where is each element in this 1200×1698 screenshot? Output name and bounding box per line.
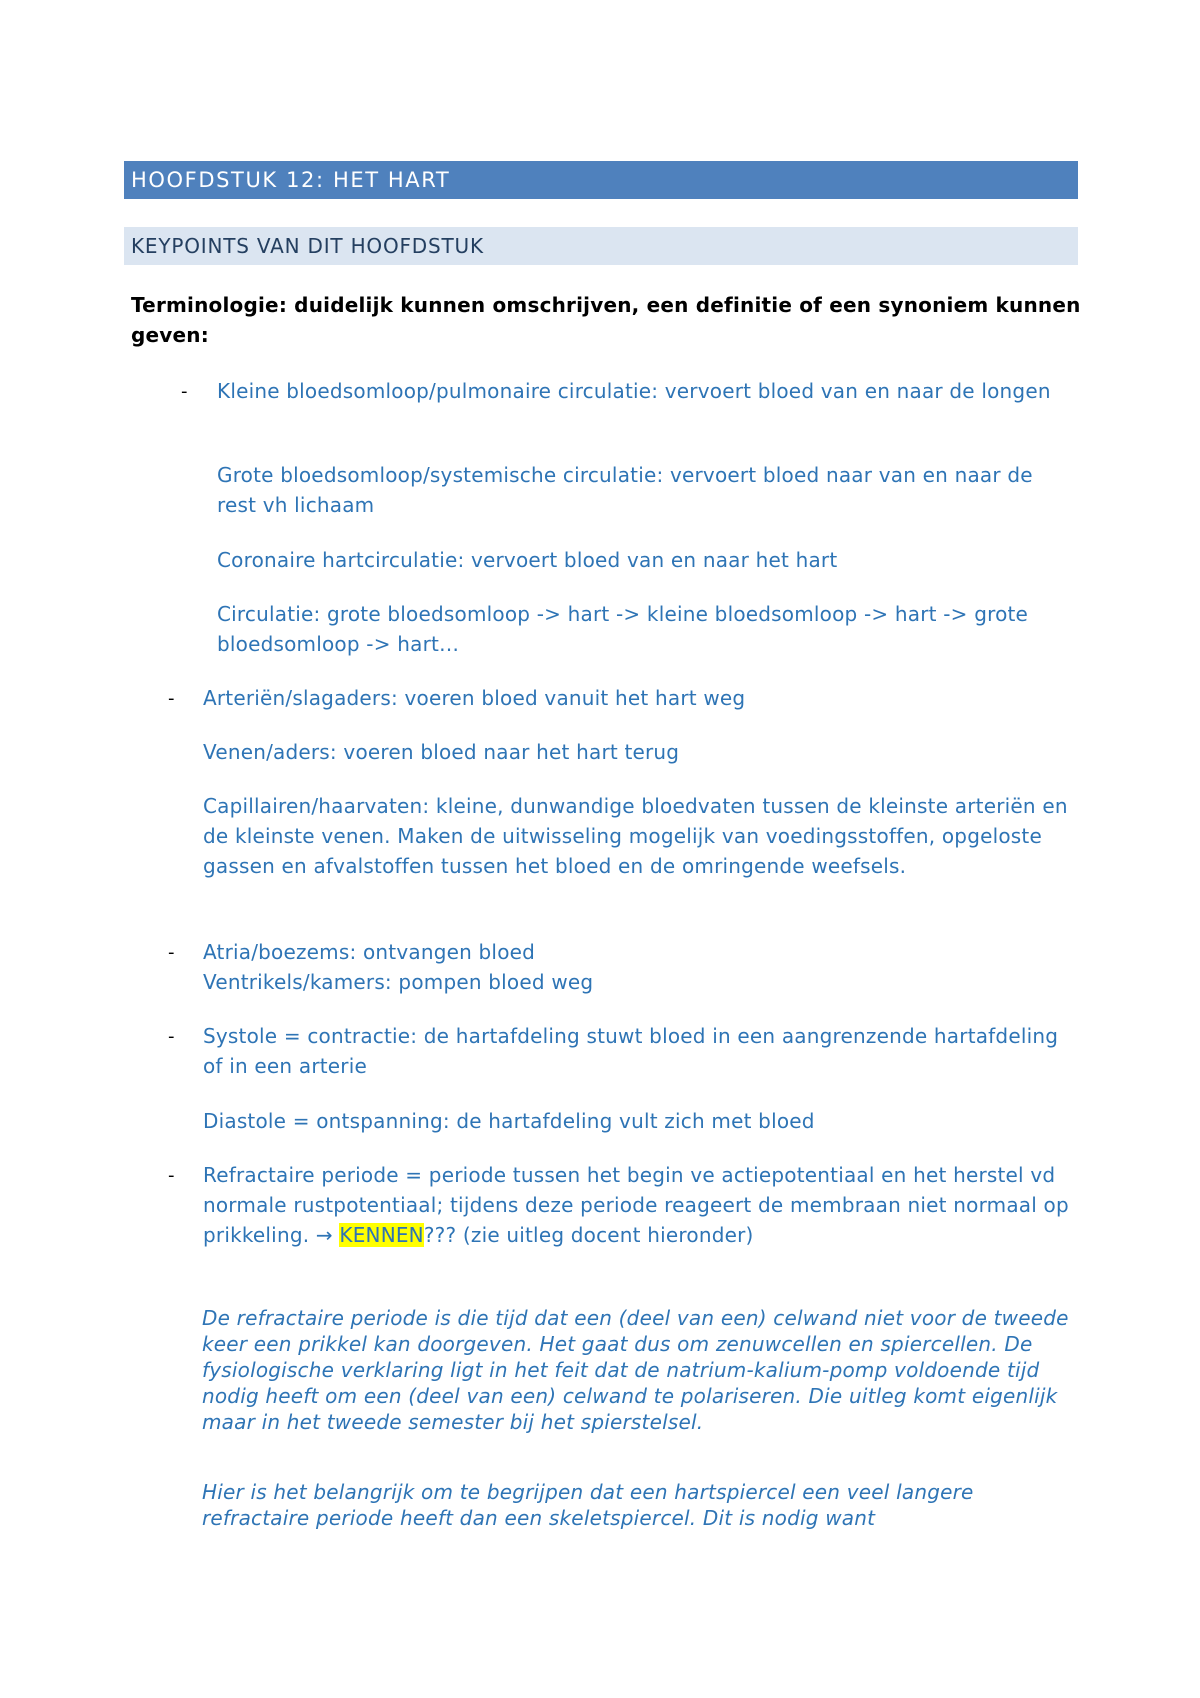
item-capillairen: Capillairen/haarvaten: kleine, dunwandige bloedvaten tussen de kleinste arteriën en de kleinste venen. Maken de uitwisseling mogelijk van voedingsstoffen, opgeloste gassen en afvalstoffen tussen het bloed en de omringende weefsels. xyxy=(203,794,1068,878)
bullet-dash: - xyxy=(181,381,188,402)
item-refractaire xyxy=(203,1160,1073,1250)
bullet-dash: - xyxy=(168,688,175,709)
highlighted-kennen: KENNEN xyxy=(339,1223,424,1247)
bullet-dash: - xyxy=(168,942,175,963)
section-heading: KEYPOINTS VAN DIT HOOFDSTUK xyxy=(124,227,1078,265)
bullet-dash: - xyxy=(168,1026,175,1047)
item-coronaire: Coronaire hartcirculatie: vervoert bloed van en naar het hart xyxy=(217,548,838,572)
explanation-paragraph-2: Hier is het belangrijk om te begrijpen dat een hartspiercel een veel langere refractaire periode heeft dan een skeletspiercel. Dit is nodig want xyxy=(202,1480,974,1530)
item-arterien: Arteriën/slagaders: voeren bloed vanuit het hart weg xyxy=(203,686,746,710)
item-systole: Systole = contractie: de hartafdeling stuwt bloed in een aangrenzende hartafdeling of in een arterie xyxy=(203,1024,1059,1078)
chapter-heading: HOOFDSTUK 12: HET HART xyxy=(124,161,1078,199)
item-grote-bloedsomloop: Grote bloedsomloop/systemische circulatie: vervoert bloed naar van en naar de rest vh lichaam xyxy=(217,463,1033,517)
intro-text: Terminologie: duidelijk kunnen omschrijven, een definitie of een synoniem kunnen geven: xyxy=(131,293,1081,347)
refractaire-text: Refractaire periode = periode tussen het begin ve actiepotentiaal en het herstel vd normale rustpotentiaal; tijdens deze periode reageert de membraan niet normaal op prikkeling. xyxy=(203,1163,1069,1247)
item-venen: Venen/aders: voeren bloed naar het hart terug xyxy=(203,740,680,764)
item-diastole: Diastole = ontspanning: de hartafdeling vult zich met bloed xyxy=(203,1109,815,1133)
item-ventrikels: Ventrikels/kamers: pompen bloed weg xyxy=(203,970,594,994)
item-kleine-bloedsomloop: Kleine bloedsomloop/pulmonaire circulatie: vervoert bloed van en naar de longen xyxy=(217,379,1051,403)
refractaire-question: ??? (zie uitleg docent hieronder) xyxy=(423,1223,754,1247)
arrow-right-icon: → xyxy=(315,1223,333,1247)
item-circulatie: Circulatie: grote bloedsomloop -> hart -> kleine bloedsomloop -> hart -> grote bloedsomloop -> hart… xyxy=(217,602,1029,656)
explanation-paragraph-1: De refractaire periode is die tijd dat een (deel van een) celwand niet voor de tweede keer een prikkel kan doorgeven. Het gaat dus om zenuwcellen en spiercellen. De fysiologische verklaring ligt in het feit dat de natrium-kalium-pomp voldoende tijd nodig heeft om een (deel van een) celwand te polariseren. Die uitleg komt eigenlijk maar in het tweede semester bij het spierstelsel. xyxy=(202,1306,1069,1434)
item-atria: Atria/boezems: ontvangen bloed xyxy=(203,940,536,964)
bullet-dash: - xyxy=(168,1165,175,1186)
